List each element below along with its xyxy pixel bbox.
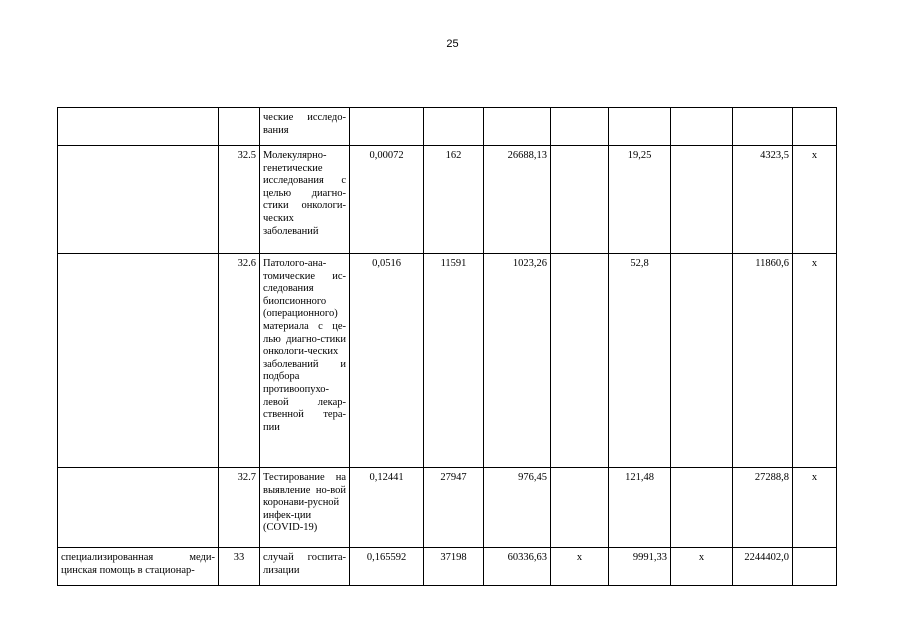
volume-cell: 27947 xyxy=(424,468,484,548)
volume-cell: 37198 xyxy=(424,548,484,586)
row-description: Патолого-ана-томические ис-следования биопсионного (операционного) материала с це-лью диагно-стики онкологи-ческих заболеваний и подбора противоопухо-левой лекар-ственной тера-пии xyxy=(260,254,350,468)
row-description: Молекулярно-генетические исследования с целью диагно-стики онкологи-ческих заболеваний xyxy=(260,146,350,254)
col7-cell xyxy=(671,468,733,548)
volume-cell: 11591 xyxy=(424,254,484,468)
page-number: 25 xyxy=(446,38,459,50)
col9-cell: х xyxy=(793,254,837,468)
cost-cell: 1023,26 xyxy=(484,254,551,468)
section-cell xyxy=(58,468,219,548)
volume-cell: 162 xyxy=(424,146,484,254)
row-code xyxy=(219,108,260,146)
norm-cell: 0,00072 xyxy=(350,146,424,254)
col5-cell xyxy=(551,108,609,146)
cost-cell xyxy=(484,108,551,146)
col7-cell xyxy=(671,108,733,146)
col9-cell xyxy=(793,108,837,146)
data-table xyxy=(57,107,837,586)
col6-cell: 121,48 xyxy=(609,468,671,548)
col6-cell xyxy=(609,108,671,146)
col8-cell xyxy=(733,108,793,146)
norm-cell: 0,165592 xyxy=(350,548,424,586)
col5-cell xyxy=(551,254,609,468)
cost-cell: 976,45 xyxy=(484,468,551,548)
col5-cell: х xyxy=(551,548,609,586)
col5-cell xyxy=(551,146,609,254)
table-row xyxy=(58,468,837,548)
col6-cell: 9991,33 xyxy=(609,548,671,586)
col9-cell: х xyxy=(793,146,837,254)
row-description: ческие исследо-вания xyxy=(260,108,350,146)
col8-cell: 11860,6 xyxy=(733,254,793,468)
col8-cell: 2244402,0 xyxy=(733,548,793,586)
row-code: 32.7 xyxy=(219,468,260,548)
col6-cell: 19,25 xyxy=(609,146,671,254)
row-code: 32.5 xyxy=(219,146,260,254)
col5-cell xyxy=(551,468,609,548)
table-row xyxy=(58,108,837,146)
col9-cell: х xyxy=(793,468,837,548)
col7-cell: х xyxy=(671,548,733,586)
section-cell xyxy=(58,146,219,254)
norm-cell xyxy=(350,108,424,146)
cost-cell: 60336,63 xyxy=(484,548,551,586)
table-row xyxy=(58,548,837,586)
col8-cell: 27288,8 xyxy=(733,468,793,548)
table-row xyxy=(58,146,837,254)
section-cell xyxy=(58,254,219,468)
row-code: 33 xyxy=(219,548,260,586)
volume-cell xyxy=(424,108,484,146)
row-description: Тестирование на выявление но-вой коронави-русной инфек-ции (COVID-19) xyxy=(260,468,350,548)
norm-cell: 0,0516 xyxy=(350,254,424,468)
col7-cell xyxy=(671,254,733,468)
col9-cell xyxy=(793,548,837,586)
norm-cell: 0,12441 xyxy=(350,468,424,548)
col6-cell: 52,8 xyxy=(609,254,671,468)
section-cell: специализированная меди-цинская помощь в стационар- xyxy=(58,548,219,586)
col7-cell xyxy=(671,146,733,254)
section-cell xyxy=(58,108,219,146)
row-description: случай госпита-лизации xyxy=(260,548,350,586)
col8-cell: 4323,5 xyxy=(733,146,793,254)
cost-cell: 26688,13 xyxy=(484,146,551,254)
row-code: 32.6 xyxy=(219,254,260,468)
table-row xyxy=(58,254,837,468)
